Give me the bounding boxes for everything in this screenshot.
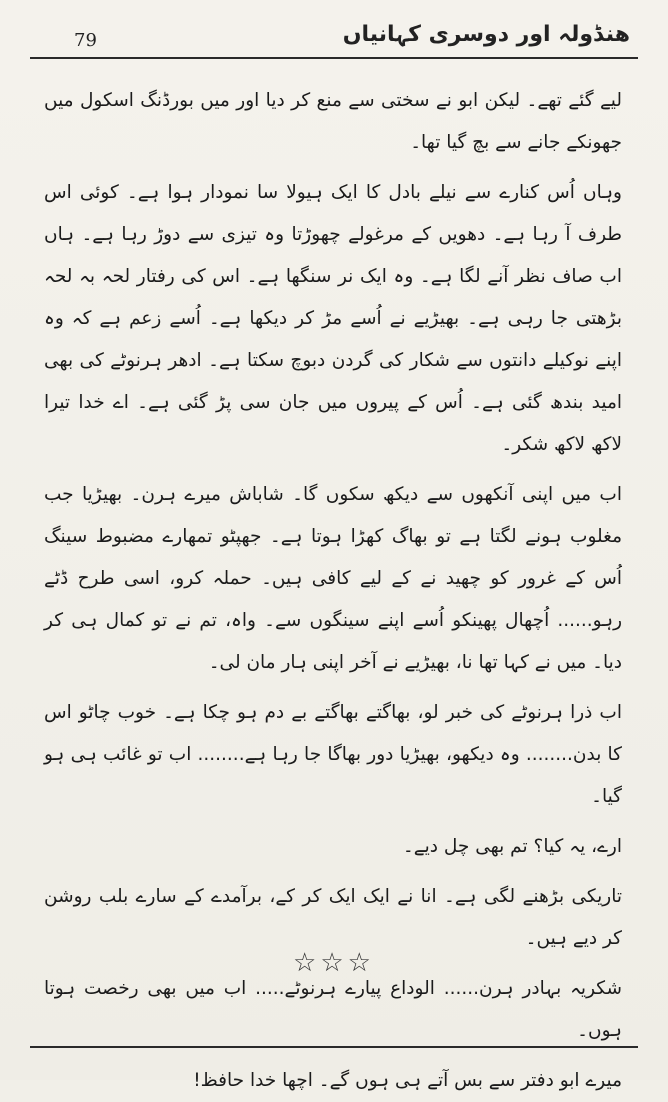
paragraph: میرے ابو دفتر سے بس آتے ہی ہوں گے۔ اچھا خدا حافظ! [193,1070,622,1091]
paragraph: اب میں اپنی آنکھوں سے دیکھ سکوں گا۔ شاباش میرے ہرن۔ بھیڑیا جب مغلوب ہونے لگتا ہے تو بھاگ کھڑا ہوتا ہے۔ جھپٹو تمھارے مضبوط سینگ اُس کے غرور کو چھید نے کے لیے کافی ہیں۔ حملہ کرو، اسی طرح ڈٹے رہو...... اُچھال پھینکو اُسے اپنے سینگوں سے۔ واہ، تم نے تو کمال ہی کر دیا۔ میں نے کہا تھا نا، بھیڑیے نے آخر اپنی ہار مان لی۔ [44,484,622,673]
story-text [44,80,622,1091]
paragraph: تاریکی بڑھنے لگی ہے۔ انا نے ایک ایک کر کے، برآمدے کے سارے بلب روشن کر دیے ہیں۔ [44,886,622,949]
footer-rule [30,1046,638,1048]
paragraph: وہاں اُس کنارے سے نیلے بادل کا ایک ہیولا سا نمودار ہوا ہے۔ کوئی اس طرف آ رہا ہے۔ دھویں کے مرغولے چھوڑتا وہ تیزی سے دوڑ رہا ہے۔ ہاں اب صاف نظر آنے لگا ہے۔ وہ ایک نر سنگھا ہے۔ اس کی رفتار لحہ بہ لحہ بڑھتی جا رہی ہے۔ بھیڑیے نے اُسے مڑ کر دیکھا ہے۔ اُسے زعم ہے کہ وہ اپنے نوکیلے دانتوں سے شکار کی گردن دبوچ سکتا ہے۔ ادھر ہرنوٹے کی بھی امید بندھ گئی ہے۔ اُس کے پیروں میں جان سی پڑ گئی ہے۔ اے خدا تیرا لاکھ لاکھ شکر۔ [44,182,622,455]
page-header [30,18,638,58]
paragraph: ارے، یہ کیا؟ تم بھی چل دیے۔ [402,836,622,857]
paragraph: لیے گئے تھے۔ لیکن ابو نے سختی سے منع کر دیا اور میں بورڈنگ اسکول میں جھونکے جانے سے بچ گیا تھا۔ [44,90,622,153]
paragraph: اب ذرا ہرنوٹے کی خبر لو، بھاگتے بھاگتے بے دم ہو چکا ہے۔ خوب چاٹو اس کا بدن........ وہ دیکھو، بھیڑیا دور بھاگا جا رہا ہے........ اب تو غائب ہی ہو گیا۔ [44,702,622,807]
page-number: 79 [74,30,97,51]
header-rule [30,57,638,59]
end-mark: ☆☆☆ [293,948,375,978]
paragraph: شکریہ بہادر ہرن...... الوداع پیارے ہرنوٹے..... اب میں بھی رخصت ہوتا ہوں۔ [44,978,622,1041]
book-title: ھنڈولہ اور دوسری کہانیاں [342,22,630,47]
